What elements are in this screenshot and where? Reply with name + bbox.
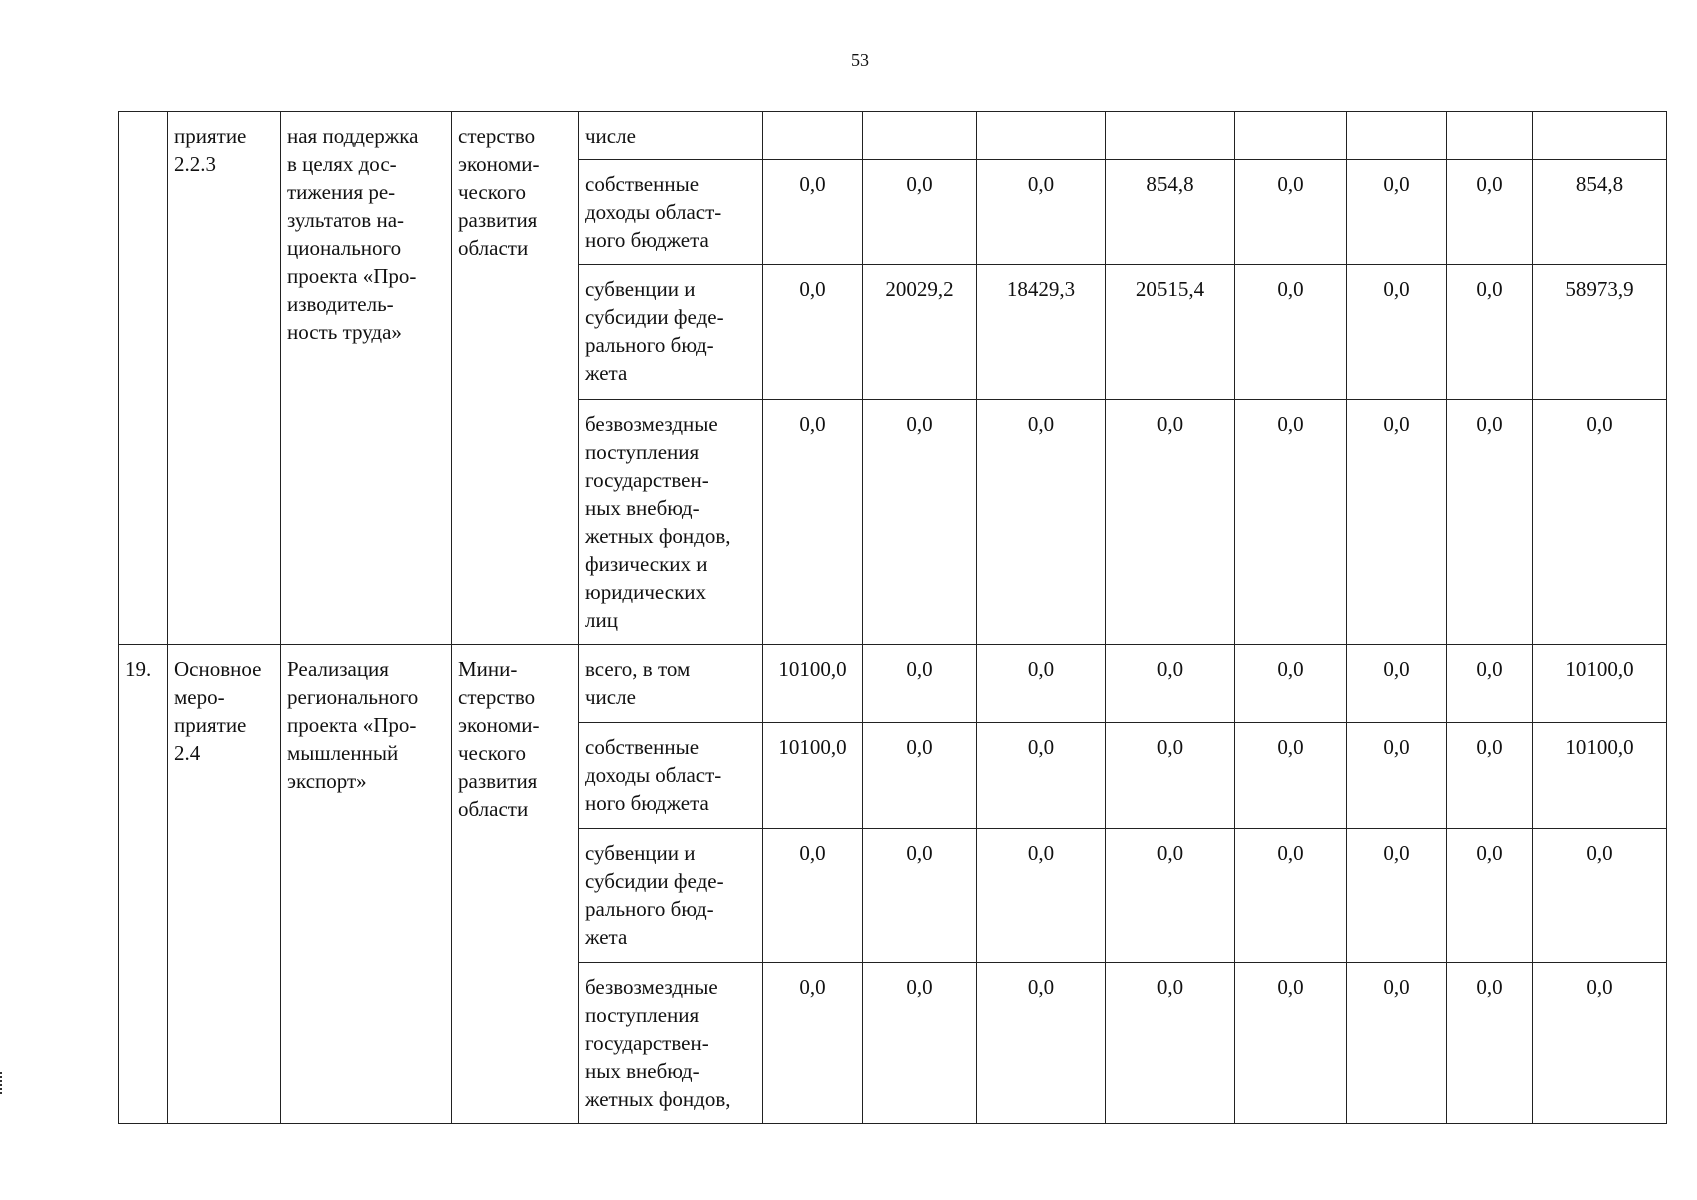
amount-cell bbox=[1106, 829, 1235, 963]
amount-value: 0,0 bbox=[1277, 975, 1304, 999]
amount-cell bbox=[1235, 160, 1347, 265]
event-name-cell-text: ная поддержка в целях дос- тижения ре- зультатов на- ционального проекта «Про- изводитель- ность труда» bbox=[287, 124, 419, 344]
amount-cell bbox=[977, 645, 1106, 723]
amount-value: 0,0 bbox=[906, 172, 933, 196]
amount-value: 0,0 bbox=[799, 841, 826, 865]
amount-value: 0,0 bbox=[1277, 841, 1304, 865]
amount-cell bbox=[763, 963, 863, 1124]
funding-source-text: всего, в том числе bbox=[585, 657, 691, 709]
amount-value: 10100,0 bbox=[1565, 657, 1634, 681]
amount-cell bbox=[1347, 723, 1447, 829]
amount-value: 0,0 bbox=[1383, 412, 1410, 436]
amount-cell bbox=[977, 723, 1106, 829]
table-row bbox=[119, 645, 1667, 723]
amount-cell bbox=[1235, 112, 1347, 160]
amount-cell bbox=[763, 829, 863, 963]
amount-cell bbox=[1347, 400, 1447, 645]
funding-source-cell bbox=[579, 645, 763, 723]
amount-cell bbox=[1533, 400, 1667, 645]
amount-cell bbox=[763, 265, 863, 400]
executor-cell bbox=[452, 112, 579, 645]
amount-value: 0,0 bbox=[1156, 412, 1184, 436]
amount-value: 854,8 bbox=[1146, 172, 1194, 196]
amount-value: 0,0 bbox=[1476, 277, 1503, 301]
amount-value: 0,0 bbox=[1277, 657, 1304, 681]
amount-value: 0,0 bbox=[1277, 735, 1304, 759]
funding-source-text: собственные доходы област- ного бюджета bbox=[585, 735, 722, 815]
amount-cell bbox=[1347, 160, 1447, 265]
funding-source-text: субвенции и субсидии феде- рального бюд- жета bbox=[585, 277, 724, 385]
funding-source-text: субвенции и субсидии феде- рального бюд- жета bbox=[585, 841, 724, 949]
amount-value: 0,0 bbox=[1027, 841, 1055, 865]
amount-value: 0,0 bbox=[1156, 841, 1184, 865]
funding-source-text: собственные доходы област- ного бюджета bbox=[585, 172, 722, 252]
amount-cell bbox=[1106, 112, 1235, 160]
amount-value: 20515,4 bbox=[1135, 277, 1205, 301]
amount-cell bbox=[1106, 400, 1235, 645]
amount-value: 0,0 bbox=[1277, 277, 1304, 301]
funding-source-cell bbox=[579, 400, 763, 645]
amount-cell bbox=[863, 265, 977, 400]
amount-value: 0,0 bbox=[1476, 657, 1503, 681]
event-name-cell bbox=[281, 112, 452, 645]
amount-value: 0,0 bbox=[1277, 172, 1304, 196]
amount-value: 0,0 bbox=[1156, 735, 1184, 759]
amount-value: 0,0 bbox=[1027, 735, 1055, 759]
amount-cell bbox=[1533, 723, 1667, 829]
row-number-cell bbox=[119, 112, 168, 645]
amount-value: 0,0 bbox=[1383, 975, 1410, 999]
table-body bbox=[119, 112, 1667, 1124]
amount-value: 0,0 bbox=[906, 841, 933, 865]
event-code-cell bbox=[168, 645, 281, 1124]
event-name-cell bbox=[281, 645, 452, 1124]
amount-value: 0,0 bbox=[1277, 412, 1304, 436]
amount-cell bbox=[977, 160, 1106, 265]
event-name-cell-text: Реализация регионального проекта «Про- мышленный экспорт» bbox=[287, 657, 419, 793]
amount-value: 0,0 bbox=[1027, 172, 1055, 196]
funding-source-cell bbox=[579, 265, 763, 400]
funding-source-cell bbox=[579, 829, 763, 963]
row-number-cell-text: 19. bbox=[125, 657, 152, 681]
amount-cell bbox=[1447, 160, 1533, 265]
amount-cell bbox=[1106, 645, 1235, 723]
amount-value: 0,0 bbox=[1476, 412, 1503, 436]
amount-cell bbox=[763, 400, 863, 645]
amount-cell bbox=[1106, 723, 1235, 829]
amount-cell bbox=[1235, 723, 1347, 829]
amount-value: 58973,9 bbox=[1565, 277, 1634, 301]
amount-cell bbox=[1533, 963, 1667, 1124]
row-number-cell bbox=[119, 645, 168, 1124]
amount-value: 0,0 bbox=[1586, 841, 1613, 865]
funding-source-text: безвозмездные поступления государствен- ных внебюд- жетных фондов, физических и юридических лиц bbox=[585, 412, 731, 632]
amount-cell bbox=[1106, 265, 1235, 400]
executor-cell-text: Мини- стерство экономи- ческого развития области bbox=[458, 657, 540, 821]
amount-value: 0,0 bbox=[906, 975, 933, 999]
amount-value: 0,0 bbox=[1383, 172, 1410, 196]
amount-value: 0,0 bbox=[799, 172, 826, 196]
amount-value: 18429,3 bbox=[1006, 277, 1076, 301]
amount-value: 0,0 bbox=[1156, 657, 1184, 681]
amount-cell bbox=[863, 645, 977, 723]
amount-cell bbox=[977, 265, 1106, 400]
amount-value: 0,0 bbox=[1476, 841, 1503, 865]
amount-value: 0,0 bbox=[1476, 735, 1503, 759]
amount-cell bbox=[1347, 265, 1447, 400]
amount-cell bbox=[1447, 400, 1533, 645]
event-code-cell-text: приятие 2.2.3 bbox=[174, 124, 247, 176]
amount-cell bbox=[763, 723, 863, 829]
amount-value: 0,0 bbox=[799, 412, 826, 436]
amount-value: 0,0 bbox=[1383, 657, 1410, 681]
amount-value: 10100,0 bbox=[778, 657, 847, 681]
amount-value: 0,0 bbox=[906, 735, 933, 759]
amount-cell bbox=[1235, 645, 1347, 723]
amount-value: 0,0 bbox=[1027, 657, 1055, 681]
amount-cell bbox=[863, 963, 977, 1124]
amount-cell bbox=[863, 160, 977, 265]
amount-value: 0,0 bbox=[1383, 277, 1410, 301]
amount-cell bbox=[977, 400, 1106, 645]
amount-value: 10100,0 bbox=[1565, 735, 1634, 759]
amount-cell bbox=[1533, 160, 1667, 265]
funding-source-cell bbox=[579, 723, 763, 829]
amount-cell bbox=[763, 645, 863, 723]
amount-value: 0,0 bbox=[1156, 975, 1184, 999]
funding-source-cell bbox=[579, 112, 763, 160]
amount-value: 0,0 bbox=[1383, 841, 1410, 865]
amount-cell bbox=[1235, 963, 1347, 1124]
amount-cell bbox=[1106, 963, 1235, 1124]
amount-cell bbox=[977, 829, 1106, 963]
event-code-cell-text: Основное меро- приятие 2.4 bbox=[174, 657, 262, 765]
amount-cell bbox=[1447, 265, 1533, 400]
funding-table bbox=[118, 111, 1667, 1124]
amount-cell bbox=[1447, 112, 1533, 160]
amount-cell bbox=[1347, 963, 1447, 1124]
table-row bbox=[119, 112, 1667, 160]
amount-cell bbox=[1533, 829, 1667, 963]
amount-cell bbox=[1106, 160, 1235, 265]
amount-cell bbox=[763, 112, 863, 160]
amount-cell bbox=[1347, 829, 1447, 963]
amount-value: 0,0 bbox=[1586, 412, 1613, 436]
amount-value: 0,0 bbox=[1476, 975, 1503, 999]
amount-value: 0,0 bbox=[1383, 735, 1410, 759]
executor-cell bbox=[452, 645, 579, 1124]
funding-source-cell bbox=[579, 160, 763, 265]
amount-value: 0,0 bbox=[1027, 412, 1055, 436]
funding-source-text: безвозмездные поступления государствен- ных внебюд- жетных фондов, bbox=[585, 975, 731, 1111]
amount-cell bbox=[1235, 400, 1347, 645]
event-code-cell bbox=[168, 112, 281, 645]
margin-mark bbox=[0, 1072, 6, 1094]
amount-cell bbox=[1447, 723, 1533, 829]
amount-cell bbox=[977, 112, 1106, 160]
amount-cell bbox=[1533, 265, 1667, 400]
amount-cell bbox=[1347, 645, 1447, 723]
amount-cell bbox=[863, 723, 977, 829]
executor-cell-text: стерство экономи- ческого развития области bbox=[458, 124, 540, 260]
amount-value: 0,0 bbox=[1586, 975, 1613, 999]
amount-cell bbox=[863, 829, 977, 963]
amount-cell bbox=[1347, 112, 1447, 160]
amount-value: 0,0 bbox=[1476, 172, 1503, 196]
amount-value: 854,8 bbox=[1575, 172, 1624, 196]
amount-cell bbox=[1533, 645, 1667, 723]
funding-source-text: числе bbox=[585, 124, 636, 148]
amount-cell bbox=[863, 112, 977, 160]
amount-cell bbox=[1235, 265, 1347, 400]
amount-value: 0,0 bbox=[1027, 975, 1055, 999]
amount-cell bbox=[1235, 829, 1347, 963]
amount-cell bbox=[977, 963, 1106, 1124]
amount-value: 20029,2 bbox=[885, 277, 954, 301]
amount-value: 0,0 bbox=[799, 975, 826, 999]
page-number: 53 bbox=[851, 50, 869, 70]
funding-source-cell bbox=[579, 963, 763, 1124]
amount-cell bbox=[1447, 963, 1533, 1124]
amount-cell bbox=[863, 400, 977, 645]
amount-cell bbox=[1533, 112, 1667, 160]
amount-value: 0,0 bbox=[799, 277, 826, 301]
amount-cell bbox=[763, 160, 863, 265]
amount-value: 0,0 bbox=[906, 412, 933, 436]
amount-cell bbox=[1447, 645, 1533, 723]
amount-value: 0,0 bbox=[906, 657, 933, 681]
amount-value: 10100,0 bbox=[778, 735, 847, 759]
amount-cell bbox=[1447, 829, 1533, 963]
